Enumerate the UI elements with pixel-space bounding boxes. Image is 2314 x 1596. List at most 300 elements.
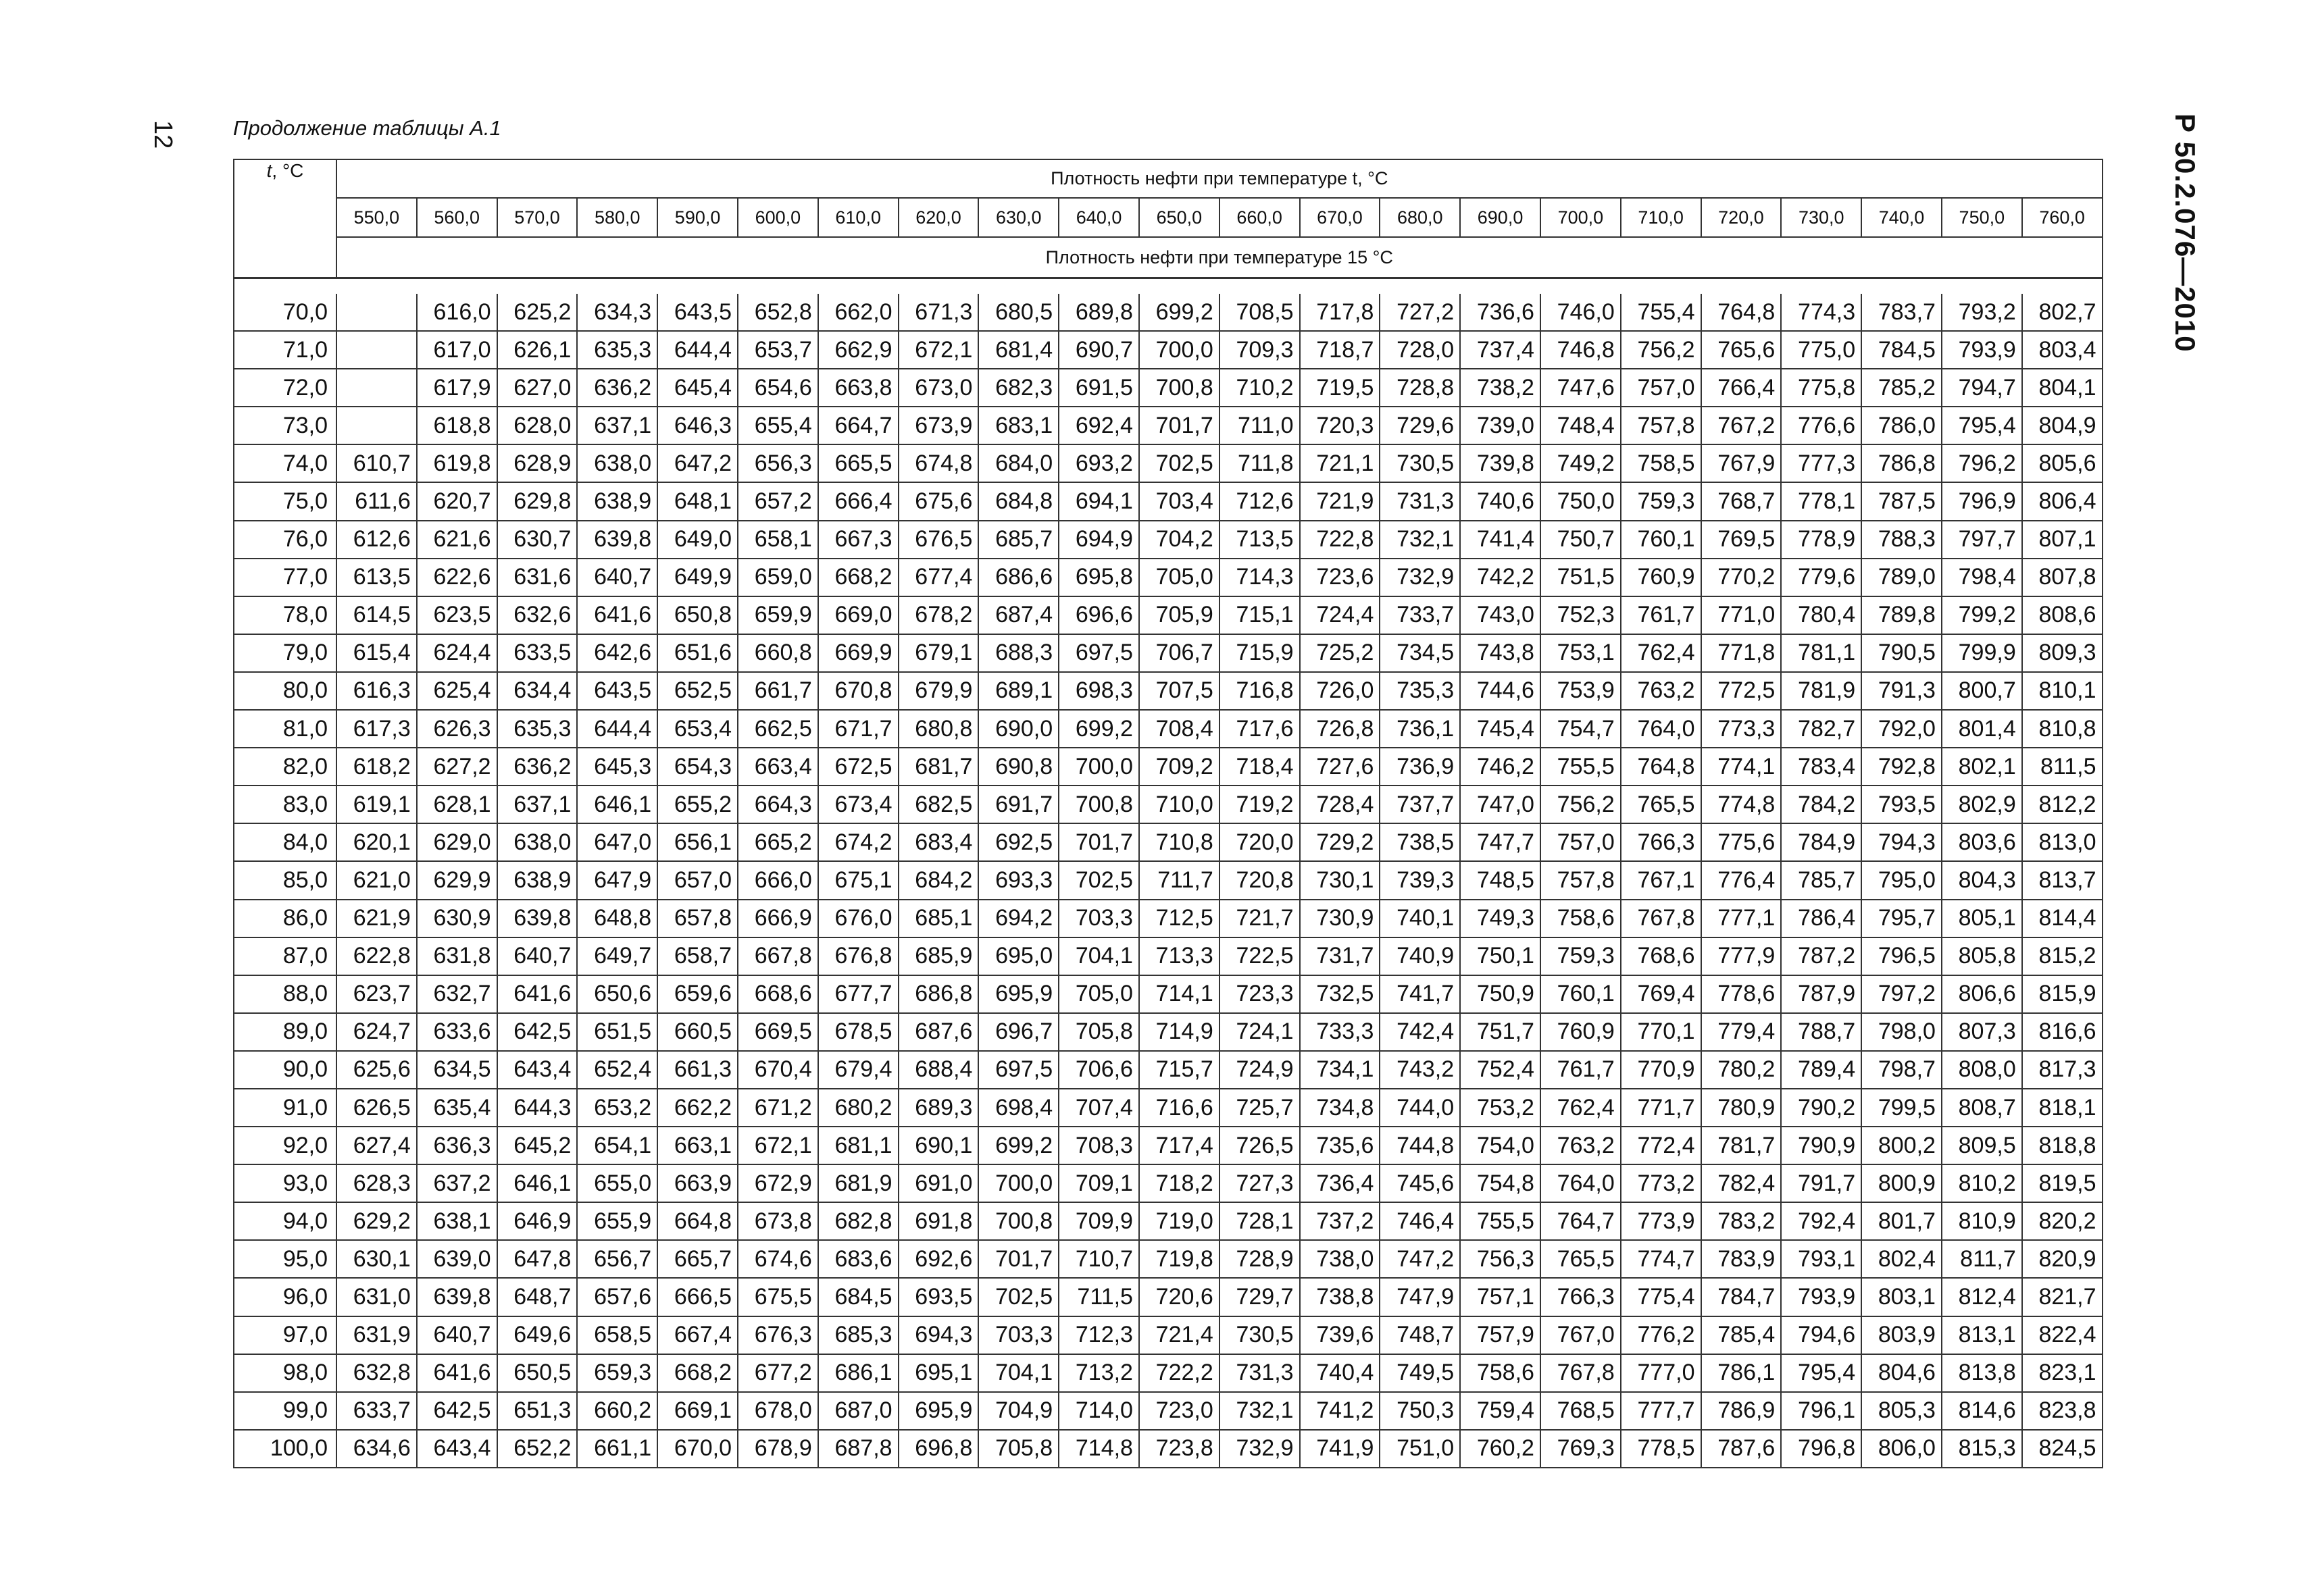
- density-cell: 634,4: [497, 672, 578, 710]
- density-cell: 637,2: [417, 1164, 497, 1202]
- density-cell: 651,5: [577, 1013, 657, 1051]
- density-cell: 800,2: [1861, 1127, 1942, 1164]
- density-cell: 663,9: [657, 1164, 738, 1202]
- density-cell: 631,8: [417, 937, 497, 975]
- density-cell: 681,4: [978, 331, 1059, 369]
- temperature-cell: 78,0: [234, 596, 336, 634]
- density-cell: 614,5: [336, 596, 417, 634]
- density-cell: [336, 294, 417, 331]
- density-cell: 796,9: [1942, 482, 2022, 520]
- temperature-cell: 95,0: [234, 1240, 336, 1278]
- density-cell: 802,4: [1861, 1240, 1942, 1278]
- density-cell: 710,2: [1219, 369, 1300, 407]
- density-cell: 691,5: [1059, 369, 1139, 407]
- density-cell: 632,6: [497, 596, 578, 634]
- density-cell: 632,7: [417, 975, 497, 1013]
- density-cell: 690,7: [1059, 331, 1139, 369]
- temperature-cell: 81,0: [234, 710, 336, 748]
- density-cell: 744,8: [1380, 1127, 1460, 1164]
- density-cell: 783,7: [1861, 294, 1942, 331]
- density-cell: 803,9: [1861, 1316, 1942, 1354]
- table-row: [234, 1089, 2103, 1127]
- density-cell: 651,3: [497, 1392, 578, 1430]
- density-cell: 637,1: [497, 786, 578, 823]
- density-cell: 662,0: [818, 294, 899, 331]
- density-cell: 719,2: [1219, 786, 1300, 823]
- density-cell: 784,9: [1781, 823, 1861, 861]
- density-cell: 617,9: [417, 369, 497, 407]
- density-cell: 639,8: [577, 521, 657, 559]
- density-cell: 669,1: [657, 1392, 738, 1430]
- density-cell: 701,7: [978, 1240, 1059, 1278]
- density-cell: 808,7: [1942, 1089, 2022, 1127]
- density-cell: 646,1: [577, 786, 657, 823]
- temperature-cell: 83,0: [234, 786, 336, 823]
- density-cell: 784,7: [1701, 1278, 1782, 1316]
- density-cell: 634,5: [417, 1051, 497, 1089]
- density-cell: 805,8: [1942, 937, 2022, 975]
- density-cell: 773,9: [1621, 1202, 1701, 1240]
- density-cell: 718,4: [1219, 748, 1300, 786]
- density-cell: 733,7: [1380, 596, 1460, 634]
- density-cell: 625,2: [497, 294, 578, 331]
- temperature-cell: 93,0: [234, 1164, 336, 1202]
- density-cell: 754,7: [1540, 710, 1621, 748]
- density-cell: 732,9: [1380, 559, 1460, 596]
- density-cell: 649,9: [657, 559, 738, 596]
- density-cell: 782,7: [1781, 710, 1861, 748]
- density-cell: 721,4: [1139, 1316, 1219, 1354]
- density-cell: 644,4: [577, 710, 657, 748]
- density-cell: 710,0: [1139, 786, 1219, 823]
- density-cell: 669,9: [818, 634, 899, 672]
- density-cell: 645,4: [657, 369, 738, 407]
- density-cell: 676,5: [899, 521, 979, 559]
- temperature-cell: 89,0: [234, 1013, 336, 1051]
- density-cell: 717,4: [1139, 1127, 1219, 1164]
- temperature-cell: 73,0: [234, 407, 336, 444]
- density-cell: 813,7: [2022, 861, 2103, 899]
- density-cell: 700,0: [978, 1164, 1059, 1202]
- density-cell: 762,4: [1621, 634, 1701, 672]
- density-cell: 802,7: [2022, 294, 2103, 331]
- table-row: [234, 1127, 2103, 1164]
- density-cell: 659,6: [657, 975, 738, 1013]
- density-cell: 738,0: [1300, 1240, 1380, 1278]
- table-body: [234, 294, 2103, 1468]
- density-cell: 642,5: [417, 1392, 497, 1430]
- density-cell: 689,1: [978, 672, 1059, 710]
- density-cell: 749,5: [1380, 1354, 1460, 1392]
- density-cell: 727,6: [1300, 748, 1380, 786]
- density-cell: 750,0: [1540, 482, 1621, 520]
- density-cell: 681,7: [899, 748, 979, 786]
- density-cell: 777,7: [1621, 1392, 1701, 1430]
- density-cell: 701,7: [1059, 823, 1139, 861]
- density-cell: 705,0: [1059, 975, 1139, 1013]
- density-cell: 671,7: [818, 710, 899, 748]
- density-cell: 704,2: [1139, 521, 1219, 559]
- density-cell: 709,3: [1219, 331, 1300, 369]
- density-cell: 739,3: [1380, 861, 1460, 899]
- density-cell: 715,7: [1139, 1051, 1219, 1089]
- density-cell: 664,7: [818, 407, 899, 444]
- density-cell: 630,1: [336, 1240, 417, 1278]
- density-cell: 668,2: [818, 559, 899, 596]
- density-cell: 714,9: [1139, 1013, 1219, 1051]
- table-row: [234, 369, 2103, 407]
- density-cell: 783,2: [1701, 1202, 1782, 1240]
- density-cell: [336, 331, 417, 369]
- density-cell: 618,8: [417, 407, 497, 444]
- density-cell: 628,3: [336, 1164, 417, 1202]
- density-cell: 771,7: [1621, 1089, 1701, 1127]
- density-cell: 676,0: [818, 900, 899, 937]
- density-cell: 802,1: [1942, 748, 2022, 786]
- density-cell: 676,8: [818, 937, 899, 975]
- density-cell: 778,6: [1701, 975, 1782, 1013]
- column-header: 700,0: [1540, 198, 1621, 237]
- density-cell: 635,3: [497, 710, 578, 748]
- density-cell: 702,5: [978, 1278, 1059, 1316]
- density-cell: 793,9: [1942, 331, 2022, 369]
- density-cell: 679,9: [899, 672, 979, 710]
- density-cell: 695,0: [978, 937, 1059, 975]
- temperature-cell: 99,0: [234, 1392, 336, 1430]
- density-cell: 705,8: [978, 1430, 1059, 1468]
- sub-header: Плотность нефти при температуре 15 °C: [336, 237, 2103, 278]
- page-number: 12: [149, 120, 177, 149]
- density-cell: 626,3: [417, 710, 497, 748]
- density-cell: 686,1: [818, 1354, 899, 1392]
- density-cell: 743,0: [1460, 596, 1540, 634]
- density-cell: 699,2: [1059, 710, 1139, 748]
- density-cell: 634,3: [577, 294, 657, 331]
- density-cell: 683,6: [818, 1240, 899, 1278]
- density-cell: 636,2: [497, 748, 578, 786]
- density-cell: 624,4: [417, 634, 497, 672]
- density-cell: 643,4: [497, 1051, 578, 1089]
- density-cell: 797,2: [1861, 975, 1942, 1013]
- density-cell: 753,9: [1540, 672, 1621, 710]
- density-cell: 630,9: [417, 900, 497, 937]
- density-cell: 728,8: [1380, 369, 1460, 407]
- density-cell: 653,7: [738, 331, 818, 369]
- density-cell: 657,2: [738, 482, 818, 520]
- density-cell: 679,1: [899, 634, 979, 672]
- density-cell: 759,3: [1621, 482, 1701, 520]
- density-cell: 723,3: [1219, 975, 1300, 1013]
- density-cell: 727,3: [1219, 1164, 1300, 1202]
- temperature-cell: 85,0: [234, 861, 336, 899]
- density-cell: 769,5: [1701, 521, 1782, 559]
- density-cell: 778,9: [1781, 521, 1861, 559]
- density-cell: 687,6: [899, 1013, 979, 1051]
- density-cell: 767,2: [1701, 407, 1782, 444]
- density-cell: 667,4: [657, 1316, 738, 1354]
- density-cell: 796,2: [1942, 444, 2022, 482]
- density-cell: 720,8: [1219, 861, 1300, 899]
- density-cell: 671,2: [738, 1089, 818, 1127]
- density-cell: 720,0: [1219, 823, 1300, 861]
- density-cell: 652,8: [738, 294, 818, 331]
- density-cell: 795,4: [1781, 1354, 1861, 1392]
- density-cell: 801,7: [1861, 1202, 1942, 1240]
- density-cell: 639,8: [417, 1278, 497, 1316]
- density-cell: 711,0: [1219, 407, 1300, 444]
- density-cell: 700,0: [1059, 748, 1139, 786]
- density-cell: 738,8: [1300, 1278, 1380, 1316]
- table-row: [234, 634, 2103, 672]
- density-cell: 748,5: [1460, 861, 1540, 899]
- density-cell: 807,8: [2022, 559, 2103, 596]
- density-cell: 638,0: [497, 823, 578, 861]
- density-cell: 794,3: [1861, 823, 1942, 861]
- column-header: 670,0: [1300, 198, 1380, 237]
- density-cell: 667,8: [738, 937, 818, 975]
- density-cell: 709,9: [1059, 1202, 1139, 1240]
- column-header-row: [234, 198, 2103, 237]
- density-cell: 717,8: [1300, 294, 1380, 331]
- density-cell: 801,4: [1942, 710, 2022, 748]
- column-header: 600,0: [738, 198, 818, 237]
- density-cell: 744,6: [1460, 672, 1540, 710]
- density-cell: 693,2: [1059, 444, 1139, 482]
- density-cell: 654,3: [657, 748, 738, 786]
- density-cell: 675,6: [899, 482, 979, 520]
- density-cell: 771,0: [1701, 596, 1782, 634]
- density-cell: 708,3: [1059, 1127, 1139, 1164]
- density-cell: 746,4: [1380, 1202, 1460, 1240]
- density-cell: 693,5: [899, 1278, 979, 1316]
- temperature-cell: 80,0: [234, 672, 336, 710]
- density-cell: 753,1: [1540, 634, 1621, 672]
- density-cell: 790,9: [1781, 1127, 1861, 1164]
- density-cell: 770,1: [1621, 1013, 1701, 1051]
- density-cell: 669,5: [738, 1013, 818, 1051]
- density-cell: 733,3: [1300, 1013, 1380, 1051]
- density-cell: 811,7: [1942, 1240, 2022, 1278]
- density-cell: 781,7: [1701, 1127, 1782, 1164]
- density-cell: 692,6: [899, 1240, 979, 1278]
- density-cell: 736,1: [1380, 710, 1460, 748]
- density-cell: 678,2: [899, 596, 979, 634]
- density-cell: 646,3: [657, 407, 738, 444]
- density-cell: 672,9: [738, 1164, 818, 1202]
- density-cell: 643,5: [577, 672, 657, 710]
- density-table: [233, 159, 2103, 1468]
- density-cell: 653,2: [577, 1089, 657, 1127]
- density-cell: 820,9: [2022, 1240, 2103, 1278]
- density-cell: 805,3: [1861, 1392, 1942, 1430]
- density-cell: 730,5: [1380, 444, 1460, 482]
- temperature-cell: 97,0: [234, 1316, 336, 1354]
- density-cell: 628,1: [417, 786, 497, 823]
- density-cell: 660,8: [738, 634, 818, 672]
- density-cell: 714,3: [1219, 559, 1300, 596]
- density-cell: 774,8: [1701, 786, 1782, 823]
- density-cell: 711,5: [1059, 1278, 1139, 1316]
- density-cell: 793,5: [1861, 786, 1942, 823]
- density-cell: 762,4: [1540, 1089, 1621, 1127]
- density-cell: 739,0: [1460, 407, 1540, 444]
- density-cell: 798,4: [1942, 559, 2022, 596]
- density-cell: 799,5: [1861, 1089, 1942, 1127]
- density-cell: 786,4: [1781, 900, 1861, 937]
- density-cell: 649,6: [497, 1316, 578, 1354]
- density-cell: 773,3: [1701, 710, 1782, 748]
- density-cell: 662,5: [738, 710, 818, 748]
- density-cell: 757,8: [1540, 861, 1621, 899]
- density-cell: 646,1: [497, 1164, 578, 1202]
- column-header: 690,0: [1460, 198, 1540, 237]
- density-cell: 723,6: [1300, 559, 1380, 596]
- density-cell: 710,7: [1059, 1240, 1139, 1278]
- density-cell: 684,5: [818, 1278, 899, 1316]
- density-cell: 671,3: [899, 294, 979, 331]
- density-cell: 754,8: [1460, 1164, 1540, 1202]
- column-header: 610,0: [818, 198, 899, 237]
- header-spacer: [234, 278, 2103, 294]
- density-cell: 785,4: [1701, 1316, 1782, 1354]
- density-cell: 759,3: [1540, 937, 1621, 975]
- density-cell: 763,2: [1540, 1127, 1621, 1164]
- density-cell: 746,2: [1460, 748, 1540, 786]
- density-cell: 709,1: [1059, 1164, 1139, 1202]
- density-cell: 805,6: [2022, 444, 2103, 482]
- density-cell: 796,1: [1781, 1392, 1861, 1430]
- density-cell: 722,5: [1219, 937, 1300, 975]
- density-cell: 645,3: [577, 748, 657, 786]
- column-header: 760,0: [2022, 198, 2103, 237]
- density-cell: 700,0: [1139, 331, 1219, 369]
- density-cell: 703,3: [978, 1316, 1059, 1354]
- density-cell: 815,3: [1942, 1430, 2022, 1468]
- density-cell: 770,2: [1701, 559, 1782, 596]
- density-cell: 823,1: [2022, 1354, 2103, 1392]
- column-header: 750,0: [1942, 198, 2022, 237]
- density-cell: 808,0: [1942, 1051, 2022, 1089]
- density-cell: 740,9: [1380, 937, 1460, 975]
- density-cell: 695,1: [899, 1354, 979, 1392]
- density-cell: 677,4: [899, 559, 979, 596]
- density-cell: 655,9: [577, 1202, 657, 1240]
- density-cell: 749,2: [1540, 444, 1621, 482]
- density-cell: 705,8: [1059, 1013, 1139, 1051]
- density-cell: 756,3: [1460, 1240, 1540, 1278]
- table-row: [234, 444, 2103, 482]
- density-cell: 706,6: [1059, 1051, 1139, 1089]
- temperature-cell: 72,0: [234, 369, 336, 407]
- density-cell: 736,6: [1460, 294, 1540, 331]
- density-cell: 803,1: [1861, 1278, 1942, 1316]
- table-row: [234, 1013, 2103, 1051]
- density-cell: 747,7: [1460, 823, 1540, 861]
- density-cell: 747,2: [1380, 1240, 1460, 1278]
- density-cell: 787,2: [1781, 937, 1861, 975]
- density-cell: 625,6: [336, 1051, 417, 1089]
- density-cell: 662,9: [818, 331, 899, 369]
- density-cell: 665,7: [657, 1240, 738, 1278]
- density-cell: 809,3: [2022, 634, 2103, 672]
- density-cell: 713,3: [1139, 937, 1219, 975]
- density-cell: 640,7: [577, 559, 657, 596]
- density-cell: 625,4: [417, 672, 497, 710]
- density-cell: 749,3: [1460, 900, 1540, 937]
- density-cell: 654,6: [738, 369, 818, 407]
- table-row: [234, 559, 2103, 596]
- density-cell: 807,1: [2022, 521, 2103, 559]
- density-cell: 714,8: [1059, 1430, 1139, 1468]
- column-header: 550,0: [336, 198, 417, 237]
- density-cell: 707,4: [1059, 1089, 1139, 1127]
- density-cell: 693,3: [978, 861, 1059, 899]
- density-cell: 664,3: [738, 786, 818, 823]
- density-cell: 736,9: [1380, 748, 1460, 786]
- density-cell: 767,9: [1701, 444, 1782, 482]
- density-cell: 653,4: [657, 710, 738, 748]
- density-cell: 652,2: [497, 1430, 578, 1468]
- density-cell: 725,7: [1219, 1089, 1300, 1127]
- table-row: [234, 1240, 2103, 1278]
- density-cell: 704,9: [978, 1392, 1059, 1430]
- density-cell: 647,9: [577, 861, 657, 899]
- density-cell: 798,7: [1861, 1051, 1942, 1089]
- column-header: 650,0: [1139, 198, 1219, 237]
- density-cell: 643,4: [417, 1430, 497, 1468]
- density-cell: 687,4: [978, 596, 1059, 634]
- density-cell: 787,5: [1861, 482, 1942, 520]
- density-cell: 765,5: [1540, 1240, 1621, 1278]
- density-cell: 621,0: [336, 861, 417, 899]
- column-header: 640,0: [1059, 198, 1139, 237]
- density-cell: 712,3: [1059, 1316, 1139, 1354]
- density-cell: 700,8: [978, 1202, 1059, 1240]
- density-cell: 723,0: [1139, 1392, 1219, 1430]
- density-cell: 715,1: [1219, 596, 1300, 634]
- density-cell: 652,4: [577, 1051, 657, 1089]
- density-cell: 662,2: [657, 1089, 738, 1127]
- density-cell: 681,9: [818, 1164, 899, 1202]
- table-row: [234, 823, 2103, 861]
- density-cell: 777,1: [1701, 900, 1782, 937]
- density-cell: 692,5: [978, 823, 1059, 861]
- density-cell: 648,8: [577, 900, 657, 937]
- density-cell: 792,4: [1781, 1202, 1861, 1240]
- density-cell: 746,8: [1540, 331, 1621, 369]
- density-cell: 630,7: [497, 521, 578, 559]
- density-cell: 756,2: [1540, 786, 1621, 823]
- density-cell: 680,8: [899, 710, 979, 748]
- density-cell: 719,0: [1139, 1202, 1219, 1240]
- density-cell: 791,7: [1781, 1164, 1861, 1202]
- density-cell: 668,2: [657, 1354, 738, 1392]
- density-cell: 782,4: [1701, 1164, 1782, 1202]
- density-cell: 765,5: [1621, 786, 1701, 823]
- density-cell: 747,0: [1460, 786, 1540, 823]
- density-cell: 764,7: [1540, 1202, 1621, 1240]
- density-cell: 705,0: [1139, 559, 1219, 596]
- density-cell: 666,5: [657, 1278, 738, 1316]
- column-header: 660,0: [1219, 198, 1300, 237]
- density-cell: 621,9: [336, 900, 417, 937]
- density-cell: 804,3: [1942, 861, 2022, 899]
- temperature-cell: 76,0: [234, 521, 336, 559]
- density-cell: 648,1: [657, 482, 738, 520]
- density-cell: 675,5: [738, 1278, 818, 1316]
- density-cell: 641,6: [577, 596, 657, 634]
- density-cell: 734,5: [1380, 634, 1460, 672]
